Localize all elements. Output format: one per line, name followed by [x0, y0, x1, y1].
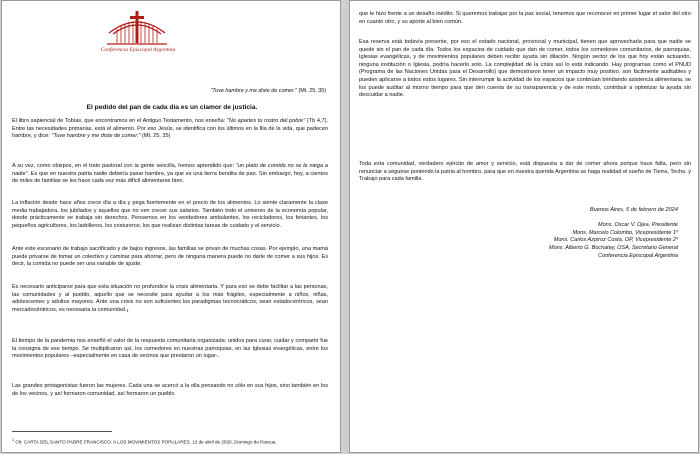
footnote-number: 1 — [12, 438, 15, 442]
paragraph-inflacion: La inflación desde hace años crece día a día y pega fuertemente en el precio de los alimentos. Lo siente claramente la clase media trabajadora, los jubilados y aquellos que no ven crecer sus salarios. También todo el universo de la economía popular, donde prácticamente se trabaja sin derechos. Pensemos en los vendedores ambulantes, los recicladores, los feriantes, los pequeños agricultores, los ladrilleros, los costureros, los que realizan distintas tareas de cuidado y el servicio. — [12, 200, 328, 229]
paragraph-text: (Mt. 25, 35) — [140, 133, 171, 140]
paragraph-desafio: que le hizo frente a un desafío inédito. Si queremos trabajar por la paz social, tenemos que reconocer en primer lugar el valor del otro en cuanto otro, y su aporte al bien común. — [359, 11, 691, 25]
document-title: El pedido del pan de cada día es un clamor de justicia. — [86, 104, 258, 111]
document-page-right — [349, 0, 699, 453]
paragraph-text: A su vez, como obispos, en el trato pastoral con la gente sencilla, hemos aprendido que: — [12, 163, 236, 169]
document-page-left — [1, 0, 341, 453]
epigraph — [210, 88, 326, 94]
paragraph-comunidad: Toda esta comunidad, verdadero ejército de amor y servicio, está dispuesta a dar de comer ahora porque hace falta, pero sin renunciar a seguirse poniendo la patria al hombro, para que en nuestra querida Argentina se haga realidad el sueño de Tierra, Techo, y Trabajo para cada familia. — [359, 161, 692, 183]
quote-matthew: "Tuve hambre y me diste de comer." — [51, 133, 141, 140]
signature-vicepresident-1: Mons. Marcelo Colombo, Vicepresidente 1º — [572, 229, 678, 236]
signature-vicepresident-2: Mons. Carlos Azpiroz Costa, OP, Vicepresidente 2º — [553, 237, 678, 244]
logo-caption: Conferencia Episcopal Argentina — [100, 47, 176, 53]
signature-secretary: Mons. Alberto G. Bochatey, OSA, Secretario General — [548, 245, 678, 252]
paragraph-text: . Es que en nuestra patria nadie debería pasar hambre, ya que es una tierra bendita de pan. Sin embargo, hoy, a cientos de miles de familias se les hace cada vez más difícil alimentarse bien. — [12, 170, 328, 185]
paragraph-anticiparse — [12, 284, 328, 314]
signatures-block — [549, 222, 678, 261]
footnote-text: Cfr. CARTA DEL SANTO PADRE FRANCISCO. A LOS MOVIMIENTOS POPULARES. 12 de abril de 2020, Domingo de Pascua. — [14, 439, 277, 445]
paragraph-text: Es necesario anticiparse para que esta situación no profundice la crisis alimentaria. Y para eso se debe facilitar a las personas, las comunidades y al pueblo, aquello que se necesite para ayudar a los más frágiles, especialmente a niños, niñas, adolescentes y adultos mayores. Ante una crisis no son suficientes los paradigmas tecnocráticos, sean estadocéntricos, sean mercadocéntricos, es necesaria la comunidad. — [12, 284, 328, 313]
paragraph-mujeres: Las grandes protagonistas fueron las mujeres. Cada una se acercó a la olla pensando no sólo en sus hijos, sino también en los de los vecinos, y así formaron comunidad, así formaron un pueblo — [12, 383, 328, 397]
paragraph-escenario: Ante este escenario de trabajo sacrificado y de bajos ingresos, las familias se privan de muchas cosas. Por ejemplo, una mamá puede privarse de tomar un colectivo y caminar para ahorrar, pero de ninguna manera puede no darle de comer a sus hijos. Es decir, la comida no puede ser una variable de ajuste. — [12, 246, 328, 268]
signature-president: Mons. Oscar V. Ojea, Presidente — [598, 222, 678, 228]
footnote-divider — [12, 431, 112, 432]
paragraph-text: El libro sapiencial de Tobías, que encontramos en el Antiguo Testamento, nos enseña: — [12, 118, 227, 124]
footnote — [12, 437, 330, 446]
epigraph-reference: (Mt. 25, 35) — [298, 88, 326, 94]
signing-date: Buenos Aires, 5 de febrero de 2024 — [589, 207, 678, 213]
quote-plato-de-comida: "un plato de comida no se le niega a nadie" — [12, 163, 328, 177]
paragraph-tobias — [12, 118, 328, 141]
footnote-marker: 1 — [126, 307, 129, 313]
epigraph-quote: "Tuve hambre y me diste de comer." — [210, 88, 297, 94]
quote-tobias: "No apartes tu rostro del pobre" — [226, 118, 306, 124]
paragraph-text: (Tb 4,7). Entre las necesidades primarias, está el alimento. Por eso Jesús, se identifica con los últimos en la fila de la vida, que padecen hambre, y dice: — [12, 118, 328, 140]
paragraph-bishops — [12, 163, 328, 186]
signature-conference: Conferencia Episcopal Argentina — [598, 252, 678, 259]
paragraph-pandemia: El tiempo de la pandemia nos enseñó el valor de la respuesta comunitaria organizada: unidos para curar, cuidar y compartir fue la consigna de ese tiempo. Se multiplicaron así, los comedores en nuestras parroquias, en las Iglesias evangélicas, entre los movimientos populares –especialmente en casa de vecinos que prestaron un lugar-. — [12, 338, 328, 360]
paragraph-reserva: Esa reserva está todavía presente, por eso el estado nacional, provincial y municipal, tienen que aprovecharla para que nadie se quede sin el pan de cada día. Todos los espacios de cuidado que dan de comer, todos los comedores comunitarios, de parroquias, Iglesias evangélicas, y de movimientos populares deben recibir ayuda sin dilación. Ningún sector de los que hoy están actuando, ninguna institución o Iglesia, podría hacerlo solo. La complejidad de la crisis así lo está indicando. Hay programas como el PNUD (Programa de las Naciones Unidas para el Desarrollo) que demostraron tener un impacto muy positivo, son fácilmente auditables y pueden aplicarse a todos estos lugares. Sin interrumpir la actividad de los espacios que continúan brindando asistencia alimentaria, se los puede auditar al mismo tiempo para que den cuenta de su transparencia y de este modo, contribuir a optimizar la ayuda sin descuidar a nadie. — [359, 39, 691, 99]
